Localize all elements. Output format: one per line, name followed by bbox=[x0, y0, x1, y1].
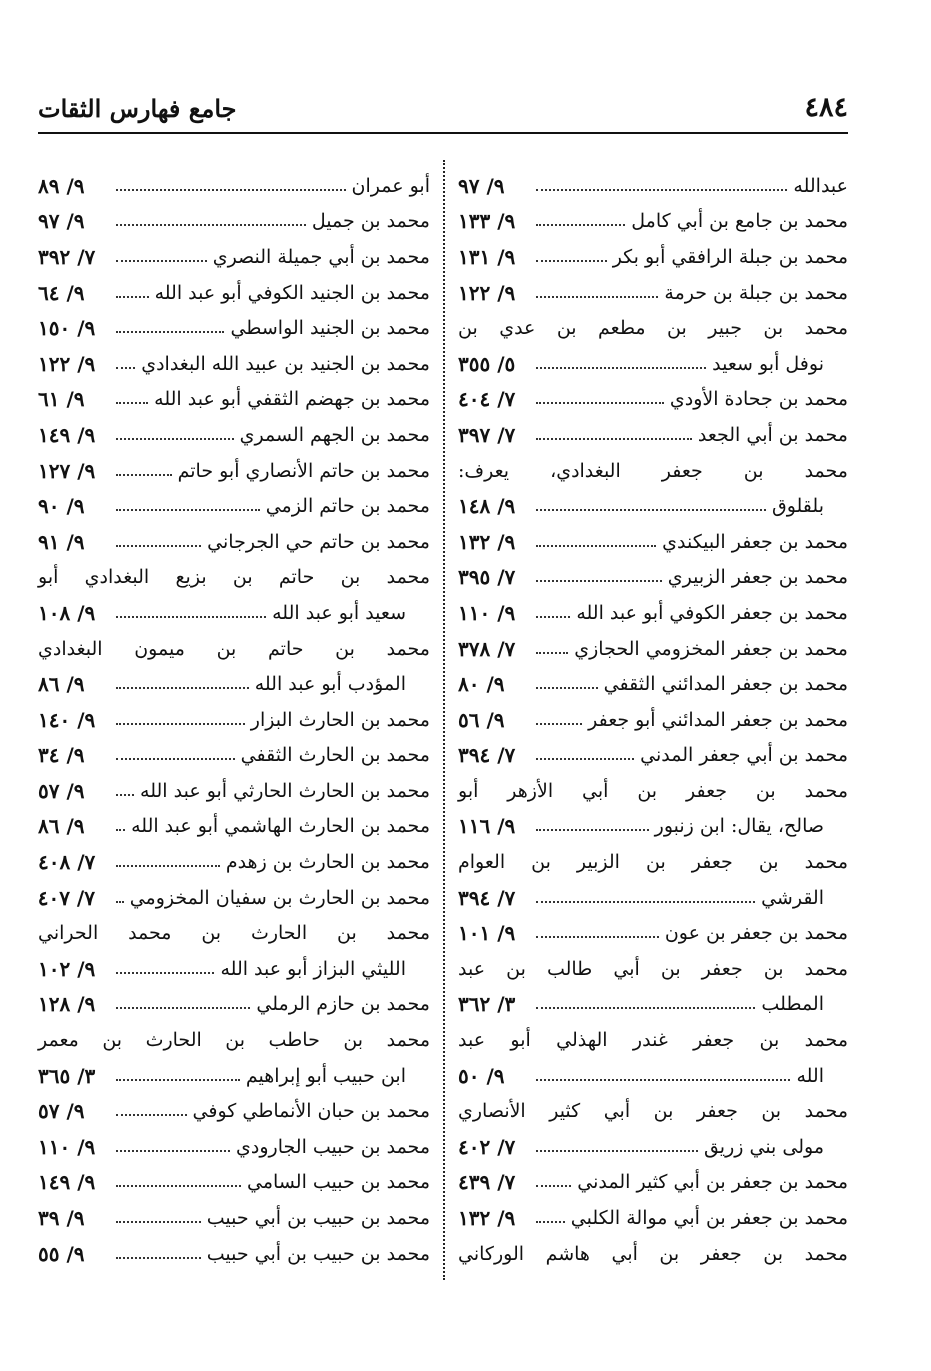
entry-name: محمد بن الحارث الثقفي bbox=[240, 744, 430, 767]
dot-leader bbox=[536, 687, 598, 689]
column-divider bbox=[443, 160, 445, 1280]
dot-leader bbox=[116, 687, 249, 689]
index-entry bbox=[38, 1093, 430, 1129]
entry-reference: ٩/ ٩٧ bbox=[458, 173, 505, 198]
entry-name: صالح، يقال: ابن زنبور bbox=[654, 815, 824, 838]
index-entry bbox=[458, 1200, 848, 1236]
index-entry bbox=[458, 275, 848, 311]
index-entry bbox=[458, 702, 848, 738]
entry-reference: ٩/ ١٠٨ bbox=[38, 600, 96, 625]
entry-name: محمد بن أبي جميلة النصري bbox=[212, 245, 430, 268]
entry-reference: ٧/ ٣٩٢ bbox=[38, 244, 96, 269]
entry-name: محمد بن جبلة بن حرمة bbox=[664, 281, 848, 304]
index-entry bbox=[458, 1058, 848, 1094]
index-entry bbox=[38, 239, 430, 275]
entry-name: محمد بن حبيب بن أبي حبيب bbox=[206, 1242, 430, 1265]
entry-name: محمد بن الجنيد الكوفي أبو عبد الله bbox=[154, 281, 430, 304]
entry-name: محمد بن جبلة الرافقي أبو بكر bbox=[612, 245, 848, 268]
index-entry bbox=[38, 631, 430, 667]
index-entry bbox=[458, 239, 848, 275]
page-header bbox=[38, 88, 848, 134]
entry-name: محمد بن حاتم حي الجرجاني bbox=[207, 530, 430, 553]
index-entry bbox=[38, 488, 430, 524]
entry-name: محمد بن أبي جعفر المدني bbox=[640, 744, 848, 767]
index-entry bbox=[38, 346, 430, 382]
dot-leader bbox=[116, 331, 224, 333]
entry-reference: ٩/ ٥٧ bbox=[38, 778, 85, 803]
entry-reference: ٧/ ٤٠٢ bbox=[458, 1134, 516, 1159]
entry-name: محمد بن جعفر بن أبي هاشم الوركاني bbox=[458, 1242, 848, 1265]
entry-reference: ٩/ ٣٩ bbox=[38, 1206, 85, 1231]
index-column-right bbox=[458, 168, 848, 1278]
entry-name: محمد بن جميل bbox=[311, 210, 430, 233]
entry-name: محمد بن حاتم الزمي bbox=[265, 495, 430, 518]
entry-reference: ٩/ ١٤٩ bbox=[38, 1170, 96, 1195]
dot-leader bbox=[116, 865, 220, 867]
entry-reference: ٩/ ١٠١ bbox=[458, 921, 516, 946]
entry-reference: ٩/ ٥٧ bbox=[38, 1099, 85, 1124]
entry-reference: ٩/ ١٢٨ bbox=[38, 992, 96, 1017]
entry-reference: ٩/ ٨٦ bbox=[38, 672, 85, 697]
entry-reference: ٧/ ٤٠٧ bbox=[37, 885, 95, 910]
entry-name: محمد بن جعفر غندر الهذلي أبو عبد bbox=[458, 1029, 848, 1052]
entry-name: محمد بن جعفر بن أبي الأزهر أبو bbox=[458, 779, 848, 802]
entry-name: محمد بن جعفر بن عون bbox=[664, 922, 848, 945]
dot-leader bbox=[116, 1257, 201, 1259]
index-entry bbox=[458, 844, 848, 880]
index-entry bbox=[458, 168, 848, 204]
entry-name: محمد بن حبيب بن أبي حبيب bbox=[206, 1207, 430, 1230]
dot-leader bbox=[536, 901, 755, 903]
index-entry bbox=[38, 595, 430, 631]
index-entry bbox=[458, 631, 848, 667]
index-entry bbox=[38, 310, 430, 346]
dot-leader bbox=[116, 1079, 240, 1081]
index-entry bbox=[38, 453, 430, 489]
index-entry bbox=[458, 987, 848, 1023]
entry-name: محمد بن حاطب بن الحارث بن معمر bbox=[38, 1029, 430, 1052]
dot-leader bbox=[116, 509, 260, 511]
dot-leader bbox=[536, 936, 659, 938]
index-entry bbox=[458, 951, 848, 987]
dot-leader bbox=[116, 723, 245, 725]
index-entry bbox=[458, 560, 848, 596]
entry-reference: ٧/ ٤٣٩ bbox=[458, 1170, 516, 1195]
dot-leader bbox=[116, 616, 266, 618]
entry-reference: ٩/ ١٤٨ bbox=[458, 494, 516, 519]
dot-leader bbox=[536, 296, 658, 298]
entry-name: محمد بن حبيب السامي bbox=[247, 1171, 430, 1194]
entry-name: محمد بن حبيب الجارودي bbox=[236, 1135, 430, 1158]
index-entry bbox=[38, 666, 430, 702]
dot-leader bbox=[116, 901, 124, 903]
dot-leader bbox=[536, 1150, 698, 1152]
entry-name: محمد بن جعفر بن الزبير بن العوام bbox=[458, 851, 848, 874]
entry-name: الله bbox=[796, 1064, 824, 1087]
entry-reference: ٩/ ٥٠ bbox=[458, 1063, 505, 1088]
entry-reference: ٧/ ٣٩٤ bbox=[458, 885, 516, 910]
entry-name: الليثي البزاز أبو عبد الله bbox=[220, 957, 406, 980]
entry-name: محمد بن الحارث بن سفيان المخزومي bbox=[129, 886, 430, 909]
entry-name: محمد بن جعفر الزبيري bbox=[667, 566, 848, 589]
index-entry bbox=[38, 951, 430, 987]
entry-name: محمد بن حاتم الأنصاري أبو حاتم bbox=[177, 459, 430, 482]
entry-reference: ٩/ ١٢٧ bbox=[38, 458, 96, 483]
entry-reference: ٩/ ٨٠ bbox=[458, 672, 505, 697]
dot-leader bbox=[536, 1007, 755, 1009]
entry-name: مولى بني زريق bbox=[703, 1135, 824, 1158]
dot-leader bbox=[536, 260, 607, 262]
entry-name: محمد بن أبي الجعد bbox=[697, 423, 848, 446]
dot-leader bbox=[536, 616, 570, 618]
entry-reference: ٧/ ٤٠٤ bbox=[458, 387, 516, 412]
entry-name: محمد بن الحارث البزار bbox=[250, 708, 430, 731]
entry-name: محمد بن جعفر المدائني أبو جعفر bbox=[588, 708, 848, 731]
entry-name: محمد بن الجنيد الواسطي bbox=[230, 317, 430, 340]
entry-reference: ٩/ ٥٦ bbox=[458, 707, 505, 732]
index-entry bbox=[38, 382, 430, 418]
dot-leader bbox=[116, 758, 235, 760]
index-entry bbox=[38, 1022, 430, 1058]
index-entry bbox=[38, 168, 430, 204]
entry-name: محمد بن جعفر بن أبي موالة الكلبي bbox=[570, 1207, 848, 1230]
dot-leader bbox=[536, 723, 582, 725]
dot-leader bbox=[116, 829, 125, 831]
index-entry bbox=[38, 560, 430, 596]
dot-leader bbox=[536, 652, 568, 654]
index-entry bbox=[38, 204, 430, 240]
index-entry bbox=[458, 346, 848, 382]
index-entry bbox=[458, 1165, 848, 1201]
entry-name: محمد بن حازم الرملي bbox=[256, 993, 430, 1016]
entry-name: القرشي bbox=[761, 886, 824, 909]
dot-leader bbox=[536, 402, 664, 404]
index-entry bbox=[38, 524, 430, 560]
entry-name: محمد بن جعفر البغدادي، يعرف: bbox=[458, 459, 848, 482]
dot-leader bbox=[116, 402, 148, 404]
dot-leader bbox=[116, 367, 135, 369]
dot-leader bbox=[116, 296, 149, 298]
index-entry bbox=[458, 1093, 848, 1129]
entry-name: محمد بن جعفر بن أبي كثير المدني bbox=[577, 1171, 848, 1194]
entry-name: عبدالله bbox=[793, 174, 848, 197]
index-entry bbox=[38, 738, 430, 774]
entry-name: محمد بن الجنيد بن عبيد الله البغدادي bbox=[141, 352, 430, 375]
index-entry bbox=[38, 1129, 430, 1165]
dot-leader bbox=[116, 438, 234, 440]
entry-reference: ٩/ ١٢٢ bbox=[458, 280, 516, 305]
dot-leader bbox=[116, 189, 346, 191]
index-entry bbox=[458, 1022, 848, 1058]
entry-reference: ٩/ ٩١ bbox=[38, 529, 85, 554]
entry-reference: ٩/ ١٥٠ bbox=[38, 316, 96, 341]
index-entry bbox=[458, 595, 848, 631]
index-entry bbox=[458, 880, 848, 916]
entry-reference: ٧/ ٤٠٨ bbox=[38, 850, 96, 875]
dot-leader bbox=[536, 189, 787, 191]
entry-name: محمد بن جعفر المدائني الثقفي bbox=[603, 673, 848, 696]
index-entry bbox=[38, 702, 430, 738]
entry-reference: ٧/ ٣٩٤ bbox=[458, 743, 516, 768]
entry-reference: ٩/ ٦١ bbox=[38, 387, 85, 412]
dot-leader bbox=[116, 794, 134, 796]
entry-name: المؤدب أبو عبد الله bbox=[254, 673, 406, 696]
entry-name: محمد بن جامع بن أبي كامل bbox=[631, 210, 848, 233]
entry-reference: ٩/ ١٢٢ bbox=[38, 351, 96, 376]
entry-name: محمد بن جحادة الأودي bbox=[669, 388, 848, 411]
dot-leader bbox=[536, 758, 634, 760]
dot-leader bbox=[536, 1185, 571, 1187]
dot-leader bbox=[116, 1007, 250, 1009]
index-entry bbox=[458, 666, 848, 702]
index-entry bbox=[458, 773, 848, 809]
entry-reference: ٧/ ٣٧٨ bbox=[458, 636, 516, 661]
entry-reference: ٩/ ١١٦ bbox=[458, 814, 516, 839]
index-entry bbox=[38, 880, 430, 916]
dot-leader bbox=[116, 1185, 241, 1187]
index-entry bbox=[458, 738, 848, 774]
entry-name: ابن حبيب أبو إبراهيم bbox=[245, 1064, 406, 1087]
index-entry bbox=[38, 1165, 430, 1201]
entry-name: محمد بن حاتم بن ميمون البغدادي bbox=[38, 637, 430, 660]
index-entry bbox=[458, 488, 848, 524]
entry-name: محمد بن جعفر بن أبي كثير الأنصاري bbox=[458, 1100, 848, 1123]
index-entry bbox=[458, 809, 848, 845]
index-entry bbox=[458, 417, 848, 453]
index-entry bbox=[38, 1200, 430, 1236]
index-entry bbox=[458, 524, 848, 560]
index-entry bbox=[38, 773, 430, 809]
index-entry bbox=[38, 275, 430, 311]
entry-reference: ٩/ ١١٠ bbox=[38, 1134, 96, 1159]
entry-name: سعيد أبو عبد الله bbox=[272, 601, 406, 624]
dot-leader bbox=[116, 224, 306, 226]
dot-leader bbox=[536, 829, 649, 831]
dot-leader bbox=[116, 1150, 230, 1152]
entry-reference: ٩/ ١٣٣ bbox=[458, 209, 516, 234]
entry-name: محمد بن جبير بن مطعم بن عدي بن bbox=[458, 317, 848, 340]
dot-leader bbox=[536, 580, 662, 582]
entry-reference: ٥/ ٣٥٥ bbox=[458, 351, 516, 376]
index-entry bbox=[38, 809, 430, 845]
entry-reference: ٩/ ٦٤ bbox=[38, 280, 85, 305]
dot-leader bbox=[536, 509, 766, 511]
dot-leader bbox=[536, 224, 625, 226]
index-column-left bbox=[38, 168, 430, 1278]
index-entry bbox=[458, 310, 848, 346]
entry-name: محمد بن جهضم الثقفي أبو عبد الله bbox=[154, 388, 430, 411]
index-entry bbox=[38, 987, 430, 1023]
entry-reference: ٩/ ٥٥ bbox=[38, 1241, 85, 1266]
index-entry bbox=[458, 204, 848, 240]
dot-leader bbox=[116, 1221, 201, 1223]
entry-name: المطلب bbox=[761, 993, 824, 1016]
index-entry bbox=[458, 453, 848, 489]
dot-leader bbox=[536, 438, 692, 440]
entry-name: محمد بن الجهم السمري bbox=[239, 423, 430, 446]
dot-leader bbox=[536, 367, 706, 369]
dot-leader bbox=[536, 1221, 565, 1223]
entry-name: محمد بن الحارث الحارثي أبو عبد الله bbox=[140, 779, 430, 802]
entry-reference: ٧/ ٣٩٥ bbox=[458, 565, 516, 590]
entry-name: محمد بن الحارث الهاشمي أبو عبد الله bbox=[131, 815, 430, 838]
dot-leader bbox=[536, 545, 656, 547]
entry-name: محمد بن حاتم بن بزيع البغدادي أبو bbox=[38, 566, 430, 589]
entry-name: محمد بن حبان الأنماطي كوفي bbox=[192, 1100, 430, 1123]
entry-name: أبو عمران bbox=[351, 174, 430, 197]
page-number: ٤٨٤ bbox=[804, 92, 848, 123]
entry-name: محمد بن جعفر المخزومي الحجازي bbox=[574, 637, 848, 660]
entry-name: محمد بن الحارث بن زهدم bbox=[225, 851, 430, 874]
entry-reference: ٩/ ١٣٢ bbox=[458, 1206, 516, 1231]
entry-reference: ٩/ ١٣٢ bbox=[458, 529, 516, 554]
entry-reference: ٩/ ٨٩ bbox=[38, 173, 85, 198]
entry-reference: ٩/ ١١٠ bbox=[458, 600, 516, 625]
index-entry bbox=[458, 382, 848, 418]
entry-name: محمد بن الحارث بن محمد الحراني bbox=[38, 922, 430, 945]
running-title: جامع فهارس الثقات bbox=[38, 94, 237, 123]
dot-leader bbox=[116, 474, 172, 476]
dot-leader bbox=[116, 545, 201, 547]
entry-reference: ٩/ ١٣١ bbox=[458, 244, 516, 269]
entry-reference: ٩/ ٨٦ bbox=[38, 814, 85, 839]
dot-leader bbox=[116, 1114, 187, 1116]
entry-name: نوفل أبو سعيد bbox=[712, 352, 824, 375]
dot-leader bbox=[116, 972, 214, 974]
index-entry bbox=[38, 915, 430, 951]
entry-reference: ٩/ ٩٧ bbox=[38, 209, 85, 234]
dot-leader bbox=[536, 1079, 790, 1081]
index-entry bbox=[38, 417, 430, 453]
index-entry bbox=[458, 915, 848, 951]
entry-reference: ٧/ ٣٩٧ bbox=[458, 422, 516, 447]
entry-reference: ٩/ ١٤٩ bbox=[38, 422, 96, 447]
entry-reference: ٩/ ٩٠ bbox=[38, 494, 85, 519]
entry-name: بلقلوق bbox=[771, 495, 824, 518]
index-entry bbox=[38, 1058, 430, 1094]
entry-reference: ٣/ ٣٦٢ bbox=[458, 992, 516, 1017]
index-entry bbox=[458, 1236, 848, 1272]
dot-leader bbox=[116, 260, 207, 262]
entry-name: محمد بن جعفر البيكندي bbox=[662, 530, 848, 553]
index-entry bbox=[38, 1236, 430, 1272]
entry-name: محمد بن جعفر بن أبي طالب بن عبد bbox=[458, 957, 848, 980]
entry-reference: ٣/ ٣٦٥ bbox=[38, 1063, 96, 1088]
index-entry bbox=[458, 1129, 848, 1165]
index-entry bbox=[38, 844, 430, 880]
entry-name: محمد بن جعفر الكوفي أبو عبد الله bbox=[576, 601, 848, 624]
entry-reference: ٩/ ٣٤ bbox=[38, 743, 85, 768]
entry-reference: ٩/ ١٠٢ bbox=[38, 956, 96, 981]
entry-reference: ٩/ ١٤٠ bbox=[38, 707, 96, 732]
